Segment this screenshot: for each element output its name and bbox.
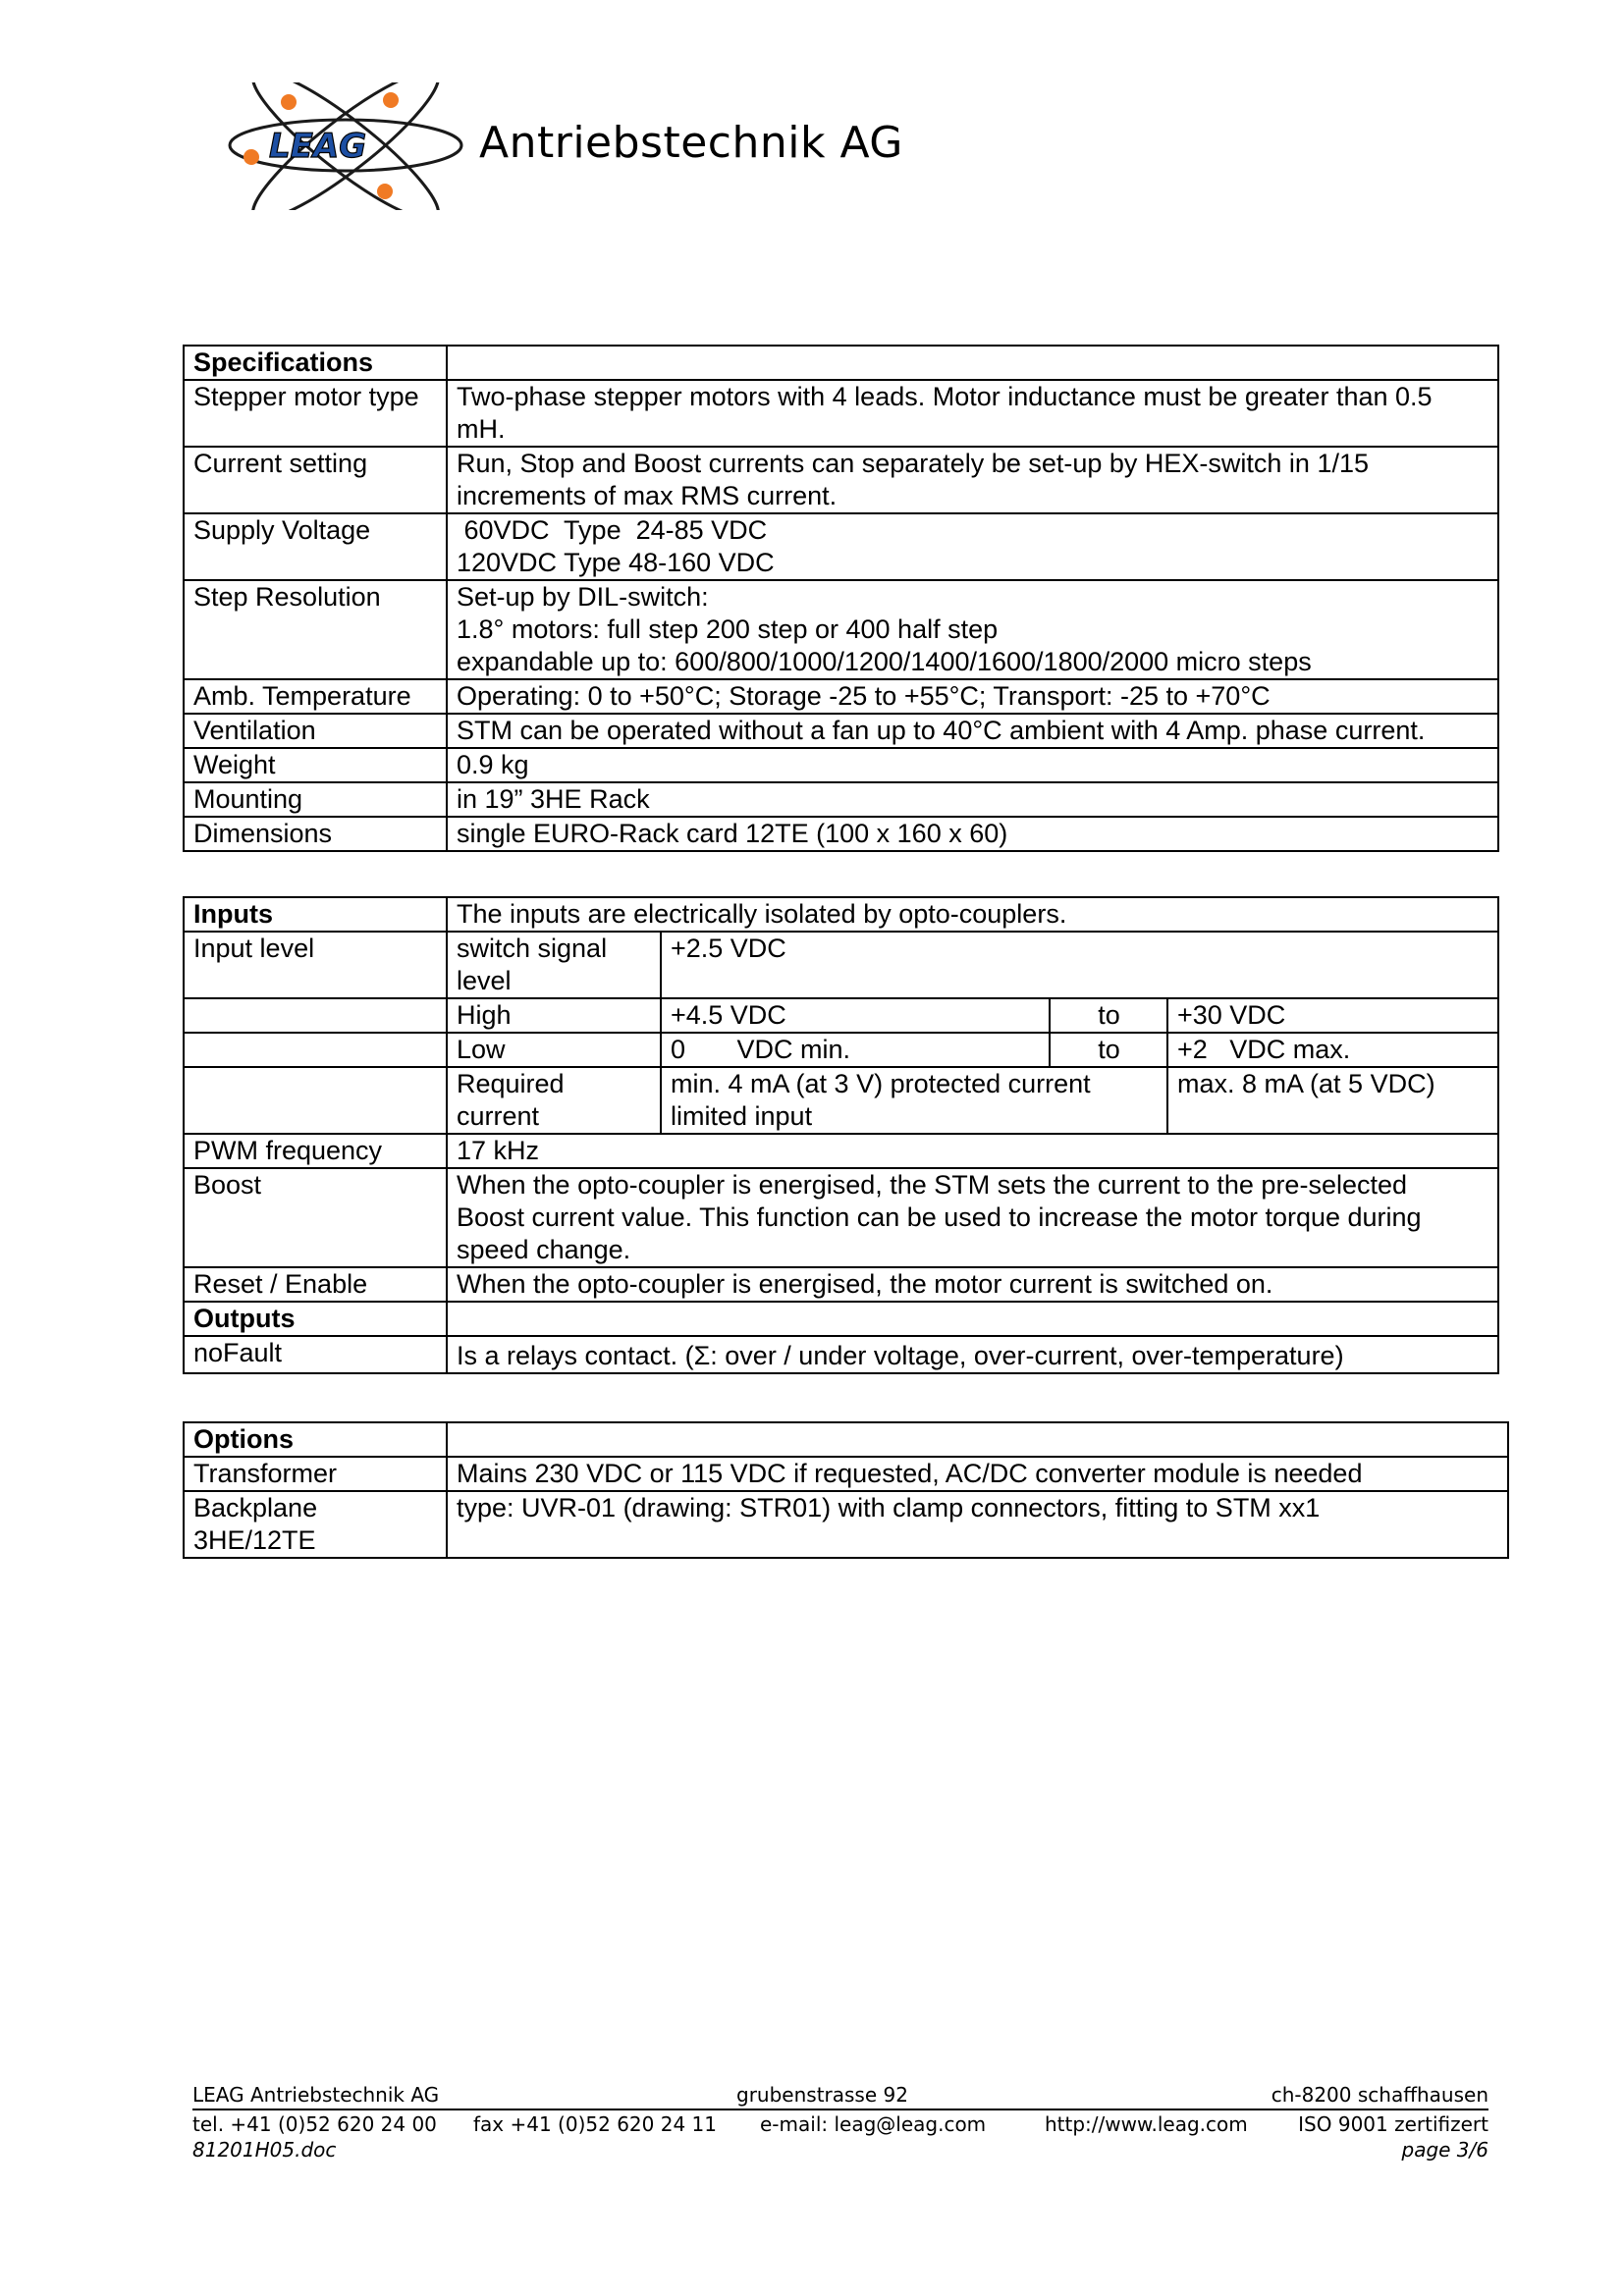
footer-tel: tel. +41 (0)52 620 24 00 — [192, 2112, 437, 2136]
company-name: Antriebstechnik AG — [479, 118, 903, 168]
row-label: Ventilation — [184, 714, 447, 748]
table-row — [184, 580, 1498, 679]
low-max: +2 VDC max. — [1167, 1033, 1498, 1067]
row-label: Stepper motor type — [184, 380, 447, 447]
table-row — [184, 1267, 1498, 1302]
table-row — [184, 1302, 1498, 1336]
table-row — [184, 817, 1498, 851]
table-row — [184, 380, 1498, 447]
table-row — [184, 1457, 1508, 1491]
table-row — [184, 346, 1498, 380]
footer-row-doc — [192, 2138, 1488, 2165]
leag-atom-logo-icon — [222, 82, 477, 210]
footer-doc: 81201H05.doc — [192, 2138, 337, 2162]
switch-signal-label: switch signal level — [447, 932, 661, 998]
low-label: Low — [447, 1033, 661, 1067]
footer-email[interactable]: e-mail: leag@leag.com — [760, 2112, 987, 2136]
row-label: Reset / Enable — [184, 1267, 447, 1302]
required-current-min: min. 4 mA (at 3 V) protected current limited input — [661, 1067, 1167, 1134]
row-value: 0.9 kg — [447, 748, 1498, 782]
high-label: High — [447, 998, 661, 1033]
row-value: Is a relays contact. (Σ: over / under voltage, over-current, over-temperature) — [447, 1336, 1498, 1373]
high-max: +30 VDC — [1167, 998, 1498, 1033]
options-title: Options — [184, 1422, 447, 1457]
table-row — [184, 748, 1498, 782]
row-value: STM can be operated without a fan up to 40°C ambient with 4 Amp. phase current. — [447, 714, 1498, 748]
row-label: PWM frequency — [184, 1134, 447, 1168]
footer-row-address — [192, 2083, 1488, 2109]
table-row — [184, 1168, 1498, 1267]
row-label: Step Resolution — [184, 580, 447, 679]
footer-company: LEAG Antriebstechnik AG — [192, 2083, 440, 2107]
row-value: When the opto-coupler is energised, the motor current is switched on. — [447, 1267, 1498, 1302]
footer-iso: ISO 9001 zertifizert — [1298, 2112, 1488, 2136]
footer-row-contact — [192, 2112, 1488, 2140]
required-current-label: Required current — [447, 1067, 661, 1134]
company-logo — [222, 82, 948, 210]
required-current-max: max. 8 mA (at 5 VDC) — [1167, 1067, 1498, 1134]
inputs-table — [183, 896, 1499, 1374]
row-label: Weight — [184, 748, 447, 782]
row-value: Run, Stop and Boost currents can separately be set-up by HEX-switch in 1/15 increments of max RMS current. — [447, 447, 1498, 513]
table-row — [184, 447, 1498, 513]
inputs-intro: The inputs are electrically isolated by opto-couplers. — [447, 897, 1498, 932]
row-value: type: UVR-01 (drawing: STR01) with clamp connectors, fitting to STM xx1 — [447, 1491, 1508, 1558]
row-value: in 19” 3HE Rack — [447, 782, 1498, 817]
row-label: Supply Voltage — [184, 513, 447, 580]
table-row — [184, 714, 1498, 748]
row-value: Set-up by DIL-switch: 1.8° motors: full step 200 step or 400 half step expandable up to: 600/800/1000/1200/1400/1600/1800/2000 micro steps — [447, 580, 1498, 679]
footer-fax: fax +41 (0)52 620 24 11 — [473, 2112, 717, 2136]
row-label: Dimensions — [184, 817, 447, 851]
outputs-title: Outputs — [184, 1302, 447, 1336]
table-row — [184, 1067, 1498, 1134]
table-row — [184, 1033, 1498, 1067]
row-value: Two-phase stepper motors with 4 leads. Motor inductance must be greater than 0.5 mH. — [447, 380, 1498, 447]
high-to: to — [1050, 998, 1167, 1033]
table-row — [184, 679, 1498, 714]
row-label: Mounting — [184, 782, 447, 817]
table-row — [184, 513, 1498, 580]
row-label: Backplane 3HE/12TE — [184, 1491, 447, 1558]
inputs-title: Inputs — [184, 897, 447, 932]
footer-web[interactable]: http://www.leag.com — [1045, 2112, 1248, 2136]
specifications-title: Specifications — [184, 346, 447, 380]
options-table — [183, 1421, 1509, 1559]
footer-divider — [192, 2109, 1488, 2110]
row-value: Operating: 0 to +50°C; Storage -25 to +55°C; Transport: -25 to +70°C — [447, 679, 1498, 714]
row-label: Boost — [184, 1168, 447, 1267]
row-label: Input level — [184, 932, 447, 998]
row-value: When the opto-coupler is energised, the STM sets the current to the pre-selected Boost current value. This function can be used to increase the motor torque during speed change. — [447, 1168, 1498, 1267]
footer-page: page 3/6 — [1401, 2138, 1488, 2162]
table-row — [184, 1422, 1508, 1457]
high-min: +4.5 VDC — [661, 998, 1050, 1033]
row-value: 17 kHz — [447, 1134, 1498, 1168]
row-label: Amb. Temperature — [184, 679, 447, 714]
table-row — [184, 1134, 1498, 1168]
row-label: Transformer — [184, 1457, 447, 1491]
low-min: 0 VDC min. — [661, 1033, 1050, 1067]
footer-street: grubenstrasse 92 — [736, 2083, 908, 2107]
table-row — [184, 1491, 1508, 1558]
table-row — [184, 782, 1498, 817]
row-label: Current setting — [184, 447, 447, 513]
footer-city: ch-8200 schaffhausen — [1271, 2083, 1488, 2107]
row-value: 60VDC Type 24-85 VDC 120VDC Type 48-160 VDC — [447, 513, 1498, 580]
low-to: to — [1050, 1033, 1167, 1067]
table-row — [184, 897, 1498, 932]
table-row — [184, 1336, 1498, 1373]
switch-signal-value: +2.5 VDC — [661, 932, 1498, 998]
row-value: single EURO-Rack card 12TE (100 x 160 x 60) — [447, 817, 1498, 851]
logo-wordmark: LEAG — [269, 127, 367, 166]
row-label: noFault — [184, 1336, 447, 1373]
table-row — [184, 998, 1498, 1033]
table-row — [184, 932, 1498, 998]
specifications-table — [183, 345, 1499, 852]
row-value: Mains 230 VDC or 115 VDC if requested, AC/DC converter module is needed — [447, 1457, 1508, 1491]
